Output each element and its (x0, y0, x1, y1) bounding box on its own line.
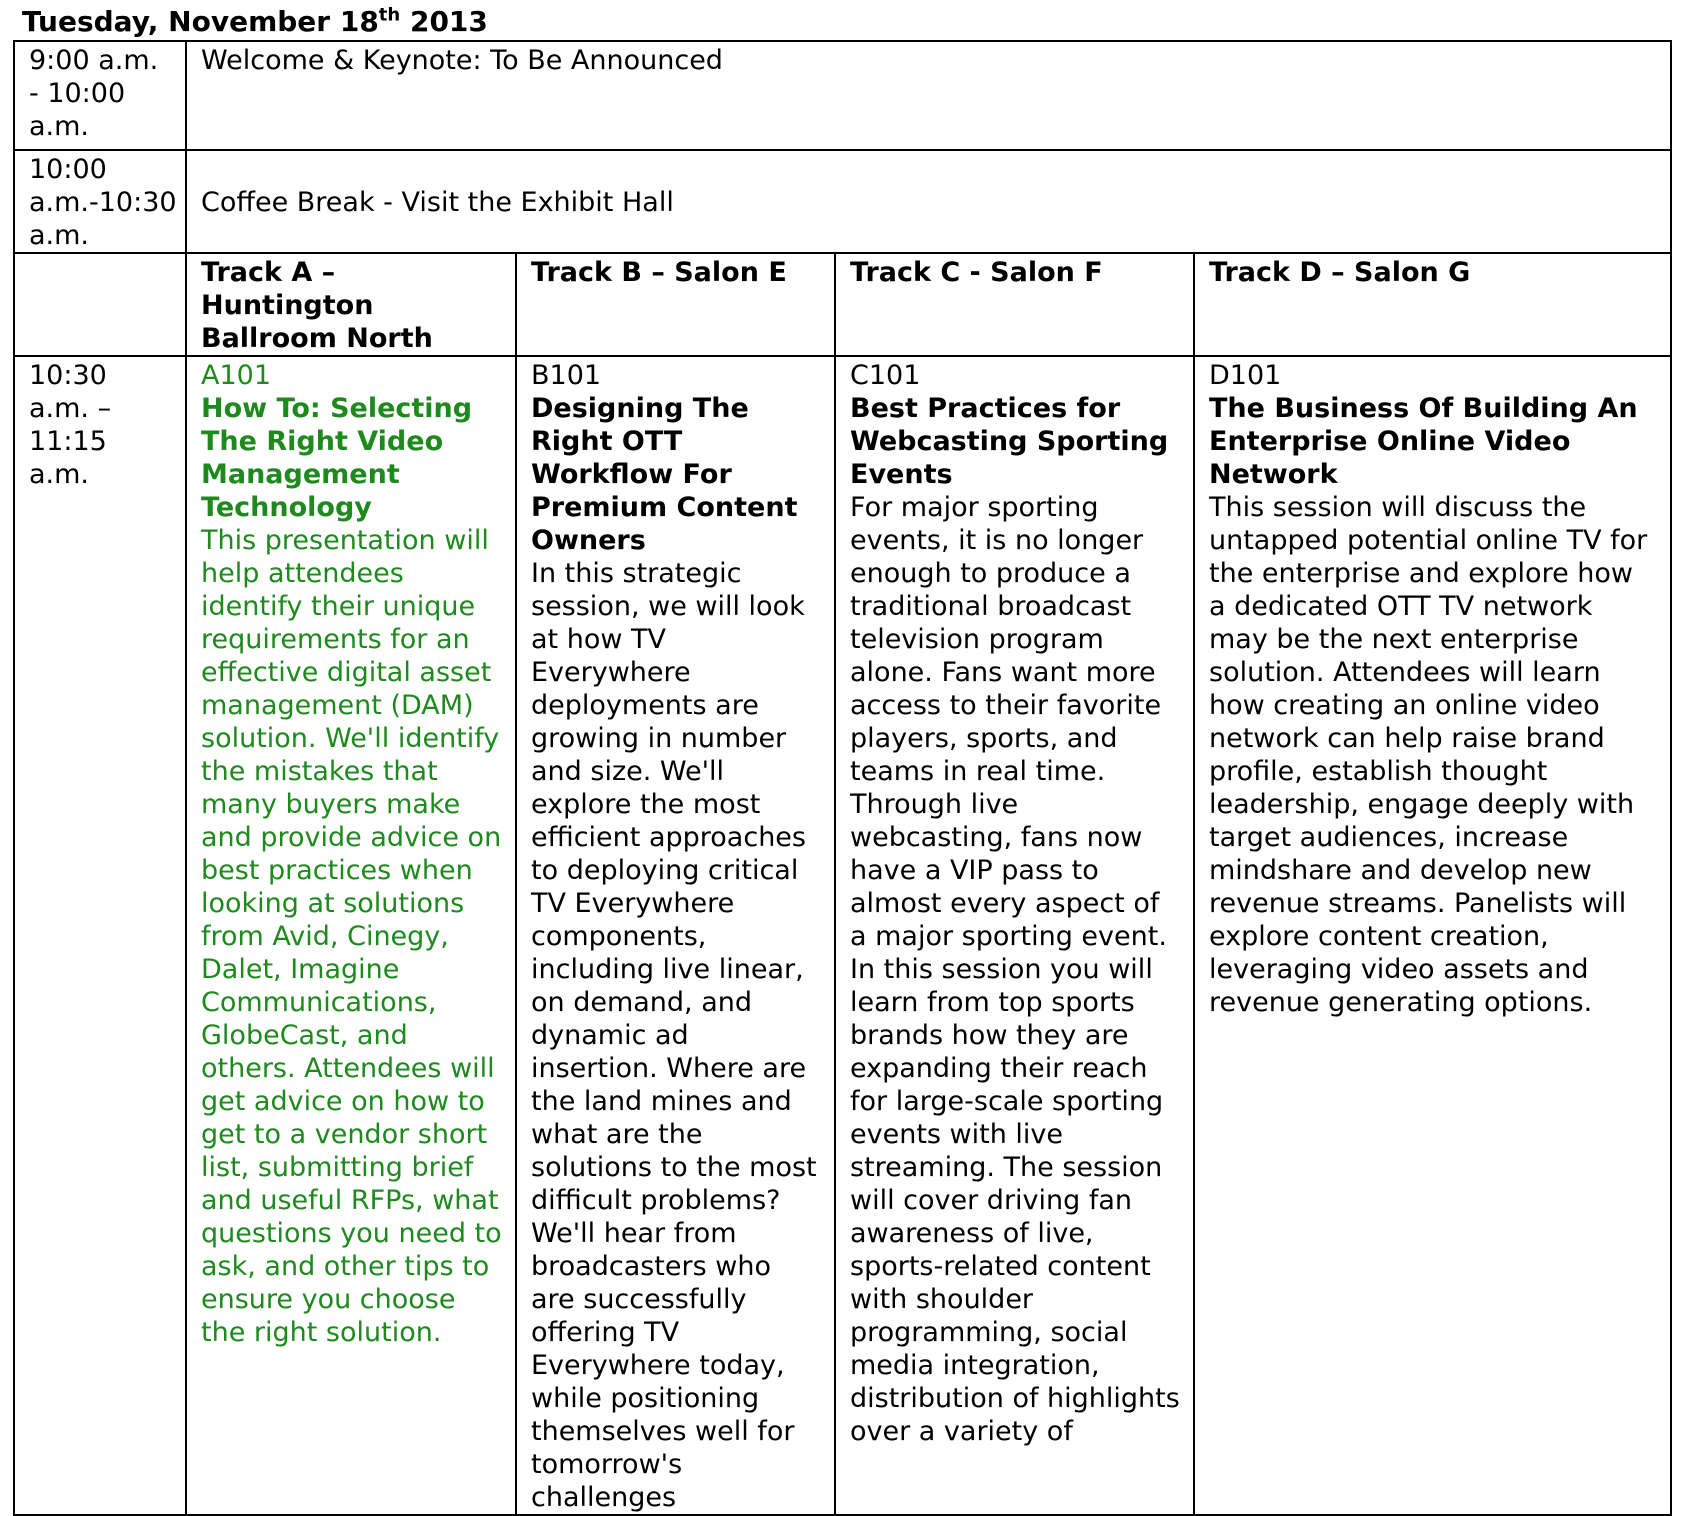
session-row (14, 356, 1671, 1515)
session-d101 (1194, 356, 1671, 1515)
keynote-title: Welcome & Keynote: To Be Announced (186, 41, 1671, 150)
session-description: This presentation will help attendees identify their unique requirements for an effective digital asset management (DAM) solution. We'll identify the mistakes that many buyers make and provide advice on best practices when looking at solutions from Avid, Cinegy, Dalet, Imagine Communications, GlobeCast, and others. Attendees will get advice on how to get to a vendor short list, submitting brief and useful RFPs, what questions you need to ask, and other tips to ensure you choose the right solution. (201, 525, 502, 1348)
session-title: Designing The Right OTT Workflow For Premium Content Owners (531, 393, 798, 556)
session-time: 10:30 a.m. – 11:15 a.m. (14, 356, 186, 1515)
track-c-header: Track C - Salon F (835, 253, 1194, 356)
session-description: In this strategic session, we will look at how TV Everywhere deployments are growing in number and size. We'll explore the most efficient approaches to deploying critical TV Everywhere components, including live linear, on demand, and dynamic ad insertion. Where are the land mines and what are the solutions to the most difficult problems? We'll hear from broadcasters who are successfully offering TV Everywhere today, while positioning themselves well for tomorrow's challenges (531, 558, 817, 1513)
session-title: The Business Of Building An Enterprise Online Video Network (1209, 393, 1638, 490)
keynote-row (14, 41, 1671, 150)
session-code: A101 (201, 360, 272, 391)
coffee-row (14, 150, 1671, 253)
session-b101 (516, 356, 835, 1515)
session-a101 (186, 356, 516, 1515)
date-ordinal-suffix: th (378, 4, 401, 26)
coffee-title: Coffee Break - Visit the Exhibit Hall (186, 150, 1671, 253)
session-code: D101 (1209, 360, 1282, 391)
track-header-row (14, 253, 1671, 356)
schedule-table (13, 40, 1672, 1516)
track-d-header: Track D – Salon G (1194, 253, 1671, 356)
session-code: C101 (850, 360, 921, 391)
page-date-heading (22, 4, 488, 40)
date-year: 2013 (400, 5, 488, 38)
session-description: For major sporting events, it is no longer enough to produce a traditional broadcast television program alone. Fans want more access to their favorite players, sports, and teams in real time. Through live webcasting, fans now have a VIP pass to almost every aspect of a major sporting event. In this session you will learn from top sports brands how they are expanding their reach for large-scale sporting events with live streaming. The session will cover driving fan awareness of live, sports-related content with shoulder programming, social media integration, distribution of highlights over a variety of (850, 492, 1180, 1447)
track-b-header: Track B – Salon E (516, 253, 835, 356)
session-title: How To: Selecting The Right Video Management Technology (201, 393, 473, 523)
session-code: B101 (531, 360, 602, 391)
track-header-blank (14, 253, 186, 356)
date-text: Tuesday, November 18 (22, 5, 379, 38)
session-description: This session will discuss the untapped potential online TV for the enterprise and explore how a dedicated OTT TV network may be the next enterprise solution. Attendees will learn how creating an online video network can help raise brand profile, establish thought leadership, engage deeply with target audiences, increase mindshare and develop new revenue streams. Panelists will explore content creation, leveraging video assets and revenue generating options. (1209, 492, 1648, 1018)
track-a-header: Track A – Huntington Ballroom North (186, 253, 516, 356)
session-c101 (835, 356, 1194, 1515)
coffee-time: 10:00 a.m.-10:30 a.m. (14, 150, 186, 253)
keynote-time: 9:00 a.m. - 10:00 a.m. (14, 41, 186, 150)
session-title: Best Practices for Webcasting Sporting Events (850, 393, 1169, 490)
